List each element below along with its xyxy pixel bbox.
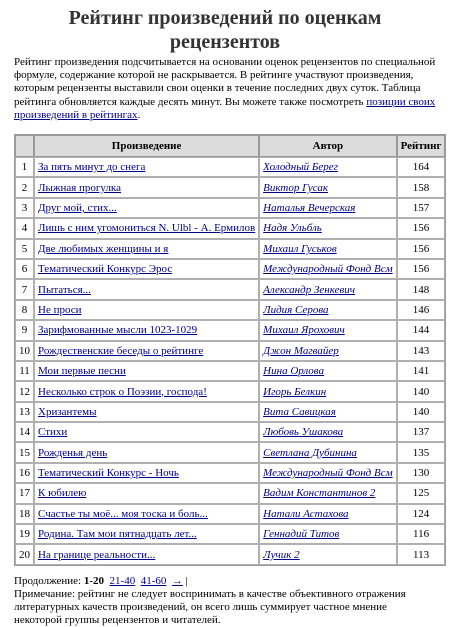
work-link[interactable]: Лыжная прогулка — [38, 181, 121, 194]
row-number: 12 — [15, 381, 34, 401]
header-author: Автор — [259, 135, 396, 157]
author-cell — [259, 422, 396, 442]
work-cell — [34, 504, 259, 524]
author-link[interactable]: Наталья Вечерская — [263, 201, 356, 214]
row-number: 17 — [15, 483, 34, 503]
intro-end: . — [137, 108, 141, 121]
table-row — [15, 218, 445, 238]
row-number: 7 — [15, 279, 34, 299]
author-cell — [259, 198, 396, 218]
work-link[interactable]: Несколько строк о Поэзии, господа! — [38, 385, 207, 398]
table-row — [15, 361, 445, 381]
author-link[interactable]: Геннадий Титов — [263, 528, 340, 541]
work-cell — [34, 361, 259, 381]
work-link[interactable]: Тематический Конкурс Эрос — [38, 263, 173, 276]
author-link[interactable]: Натали Астахова — [263, 507, 349, 520]
author-cell — [259, 218, 396, 238]
table-row — [15, 524, 445, 544]
row-number: 11 — [15, 361, 34, 381]
table-row — [15, 279, 445, 299]
rating-value: 144 — [397, 320, 446, 340]
page-link-41-60[interactable]: 41-60 — [140, 574, 167, 587]
rating-value: 143 — [397, 341, 446, 361]
row-number: 4 — [15, 218, 34, 238]
work-cell — [34, 239, 259, 259]
table-row — [15, 341, 445, 361]
pagination-label: Продолжение: — [14, 574, 82, 587]
author-cell — [259, 361, 396, 381]
author-cell — [259, 442, 396, 462]
row-number: 2 — [15, 177, 34, 197]
table-body — [15, 157, 445, 565]
row-number: 13 — [15, 402, 34, 422]
rating-value: 156 — [397, 218, 446, 238]
author-cell — [259, 300, 396, 320]
work-cell — [34, 198, 259, 218]
work-cell — [34, 524, 259, 544]
work-link[interactable]: Две любимых женщины и я — [38, 242, 169, 255]
work-cell — [34, 341, 259, 361]
rating-value: 141 — [397, 361, 446, 381]
rating-value: 164 — [397, 157, 446, 177]
author-link[interactable]: Лидия Серова — [263, 303, 329, 316]
table-row — [15, 442, 445, 462]
work-link[interactable]: Рождественские беседы о рейтинге — [38, 344, 204, 357]
rating-value: 140 — [397, 381, 446, 401]
table-row — [15, 157, 445, 177]
work-link[interactable]: Зарифмованные мысли 1023-1029 — [38, 324, 198, 337]
rating-value: 148 — [397, 279, 446, 299]
intro-text — [14, 56, 436, 122]
table-row — [15, 381, 445, 401]
table-row — [15, 483, 445, 503]
work-link[interactable]: Мои первые песни — [38, 365, 126, 378]
rating-value: 124 — [397, 504, 446, 524]
author-link[interactable]: Нина Орлова — [263, 365, 324, 378]
row-number: 20 — [15, 544, 34, 564]
author-link[interactable]: Джон Магвайер — [263, 344, 339, 357]
author-cell — [259, 239, 396, 259]
rating-value: 146 — [397, 300, 446, 320]
row-number: 5 — [15, 239, 34, 259]
work-cell — [34, 544, 259, 564]
author-link[interactable]: Надя Ульбль — [263, 222, 322, 235]
author-cell — [259, 402, 396, 422]
author-cell — [259, 544, 396, 564]
work-cell — [34, 320, 259, 340]
work-link[interactable]: Родина. Там мои пятнадцать лет... — [38, 528, 197, 541]
author-cell — [259, 320, 396, 340]
work-link[interactable]: За пять минут до снега — [38, 161, 146, 174]
header-rating: Рейтинг — [397, 135, 446, 157]
table-header-row — [15, 135, 445, 157]
work-cell — [34, 381, 259, 401]
work-link[interactable]: Друг мой, стих... — [38, 201, 117, 214]
author-link[interactable]: Международный Фонд Всм — [263, 263, 393, 276]
row-number: 1 — [15, 157, 34, 177]
rating-value: 140 — [397, 402, 446, 422]
rating-value: 125 — [397, 483, 446, 503]
rating-value: 156 — [397, 259, 446, 279]
work-link[interactable]: Рожденья день — [38, 446, 108, 459]
row-number: 8 — [15, 300, 34, 320]
row-number: 16 — [15, 463, 34, 483]
rating-value: 156 — [397, 239, 446, 259]
author-link[interactable]: Александр Зенкевич — [263, 283, 356, 296]
author-link[interactable]: Любовь Ушакова — [263, 426, 344, 439]
author-cell — [259, 157, 396, 177]
rating-value: 157 — [397, 198, 446, 218]
header-number — [15, 135, 34, 157]
table-row — [15, 544, 445, 564]
pagination — [14, 575, 436, 588]
work-link[interactable]: Лишь с ним угомониться N. Ulbl - А. Ермилов — [38, 222, 256, 235]
work-cell — [34, 422, 259, 442]
work-link[interactable]: Хризантемы — [38, 405, 97, 418]
author-link[interactable]: Вадим Константинов 2 — [263, 487, 376, 500]
page-link-21-40[interactable]: 21-40 — [109, 574, 136, 587]
work-link[interactable]: Пытаться... — [38, 283, 91, 296]
author-link[interactable]: Михаил Гуськов — [263, 242, 337, 255]
table-row — [15, 177, 445, 197]
author-link[interactable]: Холодный Берег — [263, 161, 338, 174]
next-arrow-icon[interactable]: → — [171, 574, 183, 587]
work-link[interactable]: К юбилею — [38, 487, 87, 500]
last-page-marker: | — [185, 574, 188, 587]
author-link[interactable]: Игорь Белкин — [263, 385, 327, 398]
intro-body: Рейтинг произведения подсчитывается на основании оценок рецензентов по специальной формуле, содержание которой не раскрывается. В рейтинге участвуют произведения, которым рецензенты выставили свои оценки в течение последних двух суток. Таблица рейтинга обновляется каждые десять минут. Вы можете также посмотреть — [14, 56, 436, 108]
rating-value: 158 — [397, 177, 446, 197]
row-number: 19 — [15, 524, 34, 544]
work-cell — [34, 463, 259, 483]
row-number: 9 — [15, 320, 34, 340]
author-link[interactable]: Михаил Ярохович — [263, 324, 345, 337]
work-cell — [34, 177, 259, 197]
author-cell — [259, 483, 396, 503]
table-row — [15, 422, 445, 442]
work-cell — [34, 300, 259, 320]
work-cell — [34, 259, 259, 279]
author-link[interactable]: Лучик 2 — [263, 548, 300, 561]
table-row — [15, 463, 445, 483]
table-row — [15, 504, 445, 524]
author-link[interactable]: Международный Фонд Всм — [263, 467, 393, 480]
table-row — [15, 300, 445, 320]
table-row — [15, 198, 445, 218]
row-number: 14 — [15, 422, 34, 442]
row-number: 6 — [15, 259, 34, 279]
author-cell — [259, 463, 396, 483]
table-row — [15, 320, 445, 340]
rating-value: 130 — [397, 463, 446, 483]
work-link[interactable]: Счастье ты моё... моя тоска и боль... — [38, 507, 208, 520]
work-cell — [34, 402, 259, 422]
current-page: 1-20 — [83, 574, 105, 587]
work-cell — [34, 279, 259, 299]
work-cell — [34, 483, 259, 503]
work-link[interactable]: Тематический Конкурс - Ночь — [38, 467, 179, 480]
work-cell — [34, 218, 259, 238]
header-work: Произведение — [34, 135, 259, 157]
row-number: 3 — [15, 198, 34, 218]
table-row — [15, 239, 445, 259]
author-cell — [259, 381, 396, 401]
work-cell — [34, 442, 259, 462]
work-cell — [34, 157, 259, 177]
author-cell — [259, 341, 396, 361]
rating-value: 137 — [397, 422, 446, 442]
author-cell — [259, 259, 396, 279]
work-link[interactable]: Не проси — [38, 303, 82, 316]
rating-value: 135 — [397, 442, 446, 462]
author-cell — [259, 524, 396, 544]
note-text: Примечание: рейтинг не следует воспринимать в качестве объективного отражения литературных качеств произведений, он всего лишь суммирует частное мнение некоторой группы рецензентов и читателей. — [14, 587, 406, 626]
table-row — [15, 402, 445, 422]
author-cell — [259, 177, 396, 197]
my-positions-link[interactable]: позиции своих произведений в рейтингах — [14, 95, 436, 121]
table-row — [15, 259, 445, 279]
rating-table — [14, 134, 446, 566]
author-link[interactable]: Вита Савицкая — [263, 405, 336, 418]
rating-value: 113 — [397, 544, 446, 564]
author-link[interactable]: Виктор Гусак — [263, 181, 328, 194]
author-cell — [259, 504, 396, 524]
author-link[interactable]: Светлана Дубинина — [263, 446, 357, 459]
row-number: 15 — [15, 442, 34, 462]
row-number: 10 — [15, 341, 34, 361]
rating-value: 116 — [397, 524, 446, 544]
author-cell — [259, 279, 396, 299]
work-link[interactable]: На границе реальности... — [38, 548, 156, 561]
work-link[interactable]: Стихи — [38, 426, 68, 439]
row-number: 18 — [15, 504, 34, 524]
page-title: Рейтинг произведений по оценкам рецензентов — [68, 7, 382, 53]
